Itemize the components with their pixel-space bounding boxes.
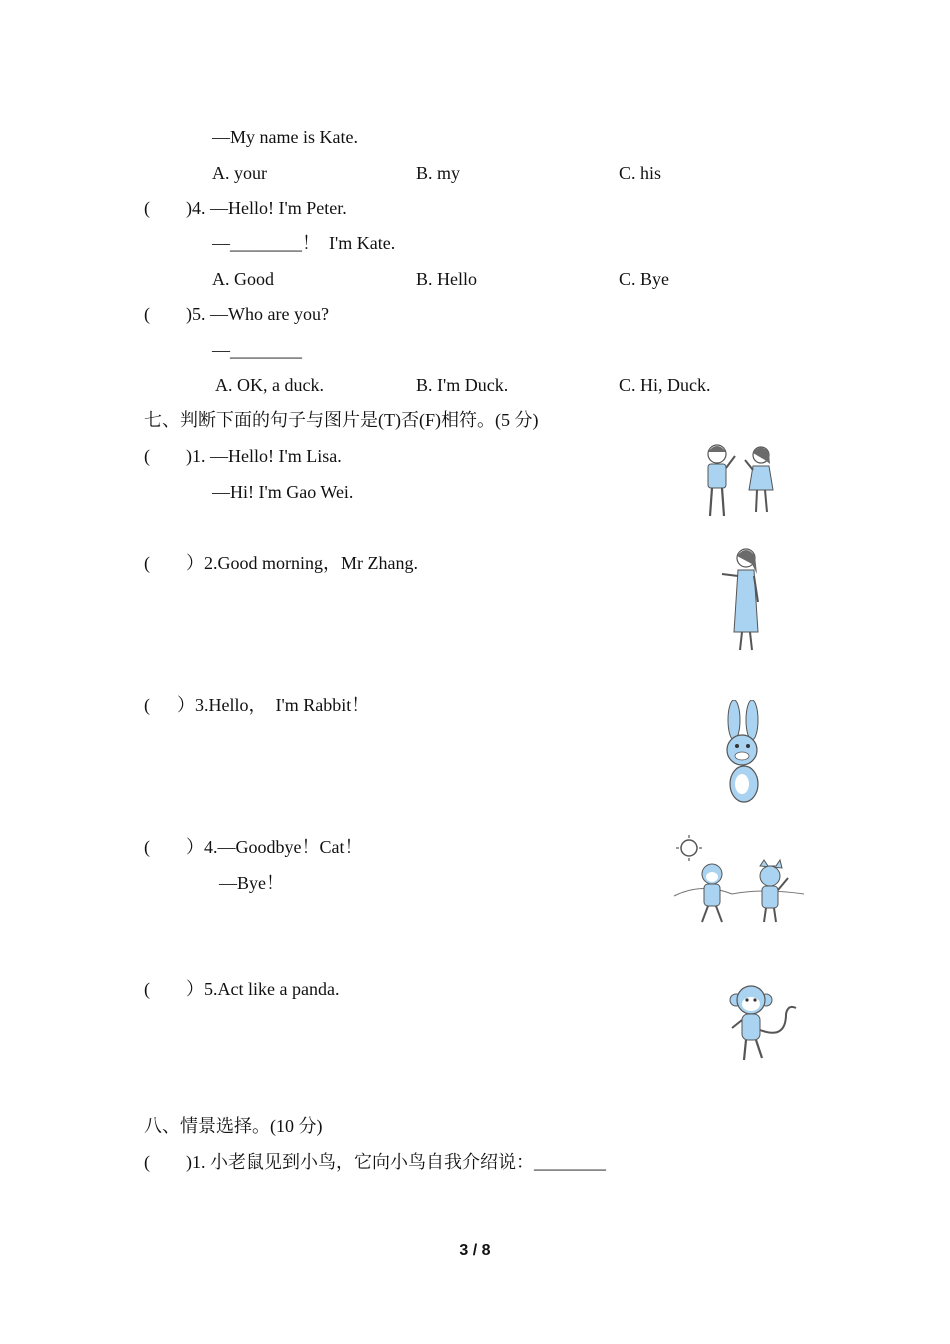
q3-option-b: B. my [416, 163, 461, 183]
q4-option-a: A. Good [212, 269, 274, 289]
section8-heading: 八、情景选择。(10 分) [144, 1116, 323, 1136]
q4-prompt: ( )4. —Hello! I'm Peter. [144, 198, 347, 218]
q5-option-b: B. I'm Duck. [416, 375, 509, 395]
woman-teacher-picture [716, 544, 766, 656]
q4-option-c: C. Bye [619, 269, 670, 289]
q3-option-c: C. his [619, 163, 662, 183]
two-children-waving-picture [695, 440, 785, 522]
s7-q5-line1: ( ）5.Act like a panda. [144, 979, 340, 999]
q5-reply: —________ [212, 340, 302, 360]
s7-q1-line1: ( )1. —Hello! I'm Lisa. [144, 446, 342, 466]
rabbit-picture [712, 700, 772, 810]
s7-q1-line2: —Hi! I'm Gao Wei. [212, 482, 354, 502]
s8-q1: ( )1. 小老鼠见到小鸟，它向小鸟自我介绍说：________ [144, 1152, 606, 1172]
q3-option-a: A. your [212, 163, 267, 183]
section7-heading: 七、判断下面的句子与图片是(T)否(F)相符。(5 分) [144, 410, 539, 430]
q5-prompt: ( )5. —Who are you? [144, 304, 329, 324]
q5-option-a: A. OK, a duck. [215, 375, 324, 395]
q4-reply: —________！ I'm Kate. [212, 233, 396, 253]
monkey-and-cat-waving-picture [672, 834, 806, 928]
q3-answer-line: —My name is Kate. [212, 127, 358, 147]
q5-option-c: C. Hi, Duck. [619, 375, 711, 395]
s7-q2-line1: ( ）2.Good morning，Mr Zhang. [144, 553, 418, 573]
q4-option-b: B. Hello [416, 269, 477, 289]
monkey-picture [726, 980, 800, 1066]
s7-q4-line2: —Bye！ [219, 873, 284, 893]
s7-q4-line1: ( ）4.—Goodbye！Cat！ [144, 837, 363, 857]
page-number: 3 / 8 [459, 1242, 491, 1259]
s7-q3-line1: ( ）3.Hello， I'm Rabbit！ [144, 695, 370, 715]
